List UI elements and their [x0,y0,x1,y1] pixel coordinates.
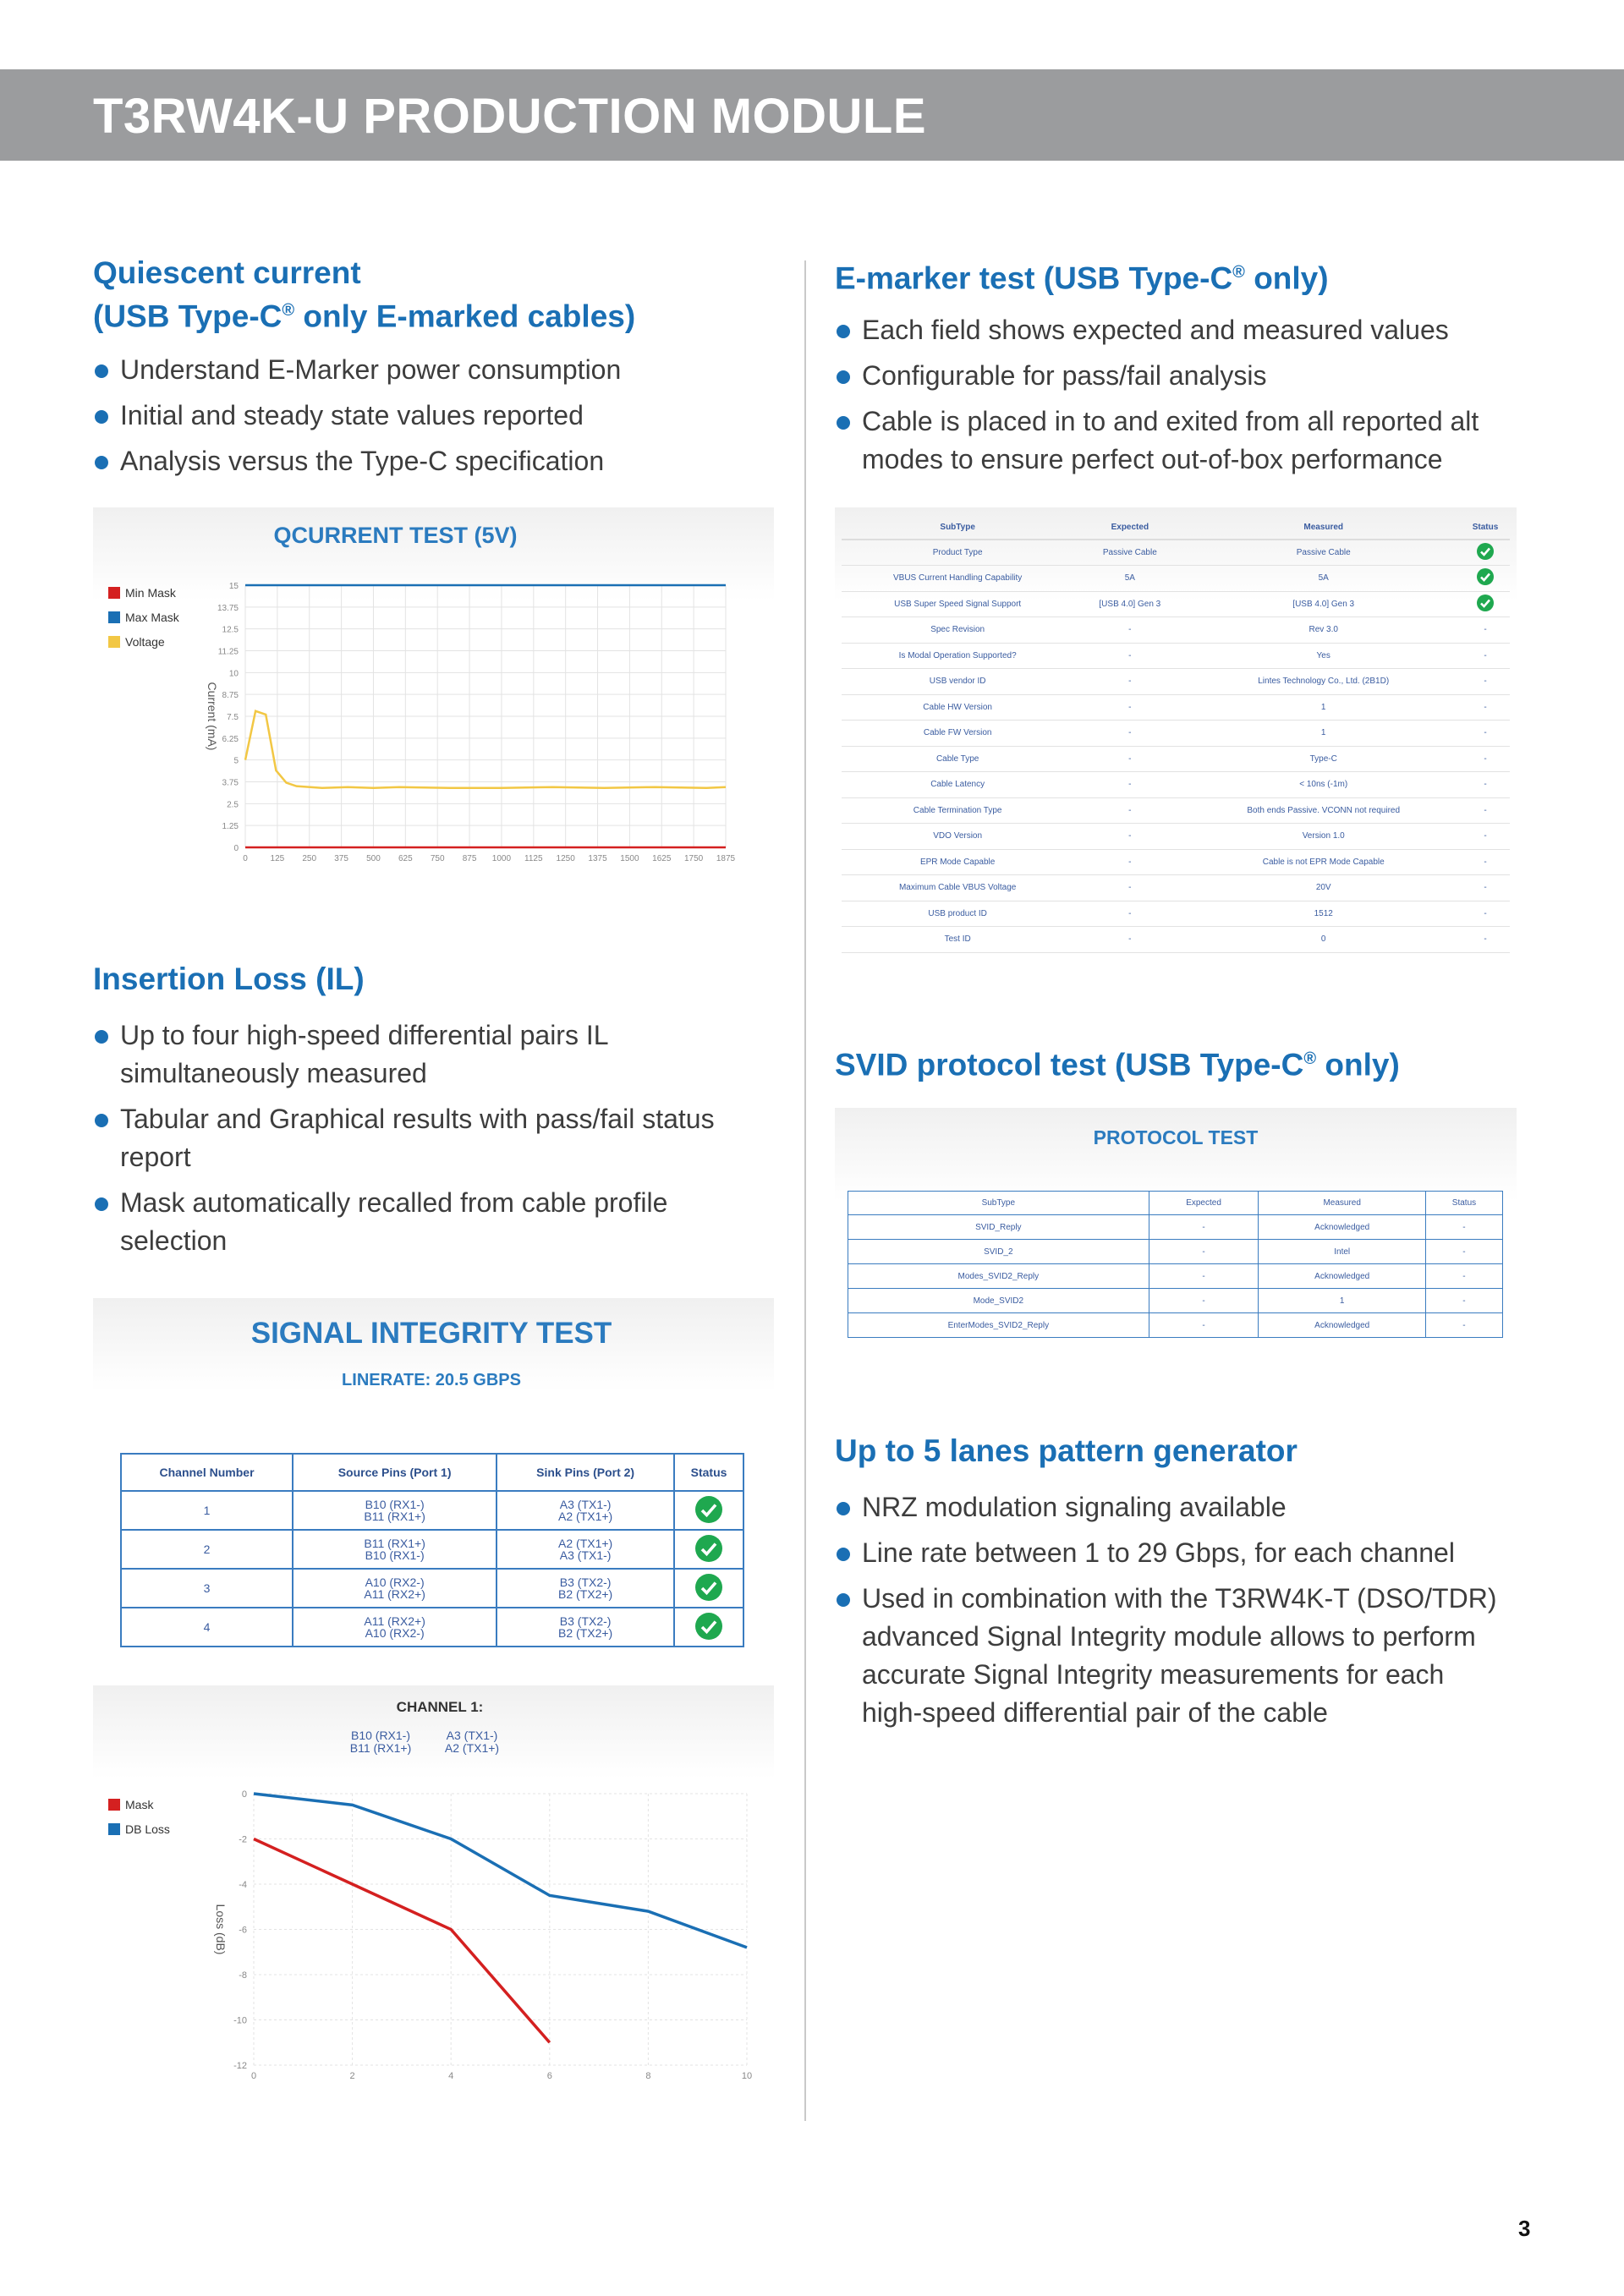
table-cell: - [1073,694,1186,721]
bullet-item: Analysis versus the Type-C specification [93,442,736,480]
table-cell: - [1073,824,1186,850]
quiescent-title-line2: (USB Type-C [93,299,283,334]
table-cell [497,1530,674,1569]
table-cell: 1 [1186,694,1461,721]
status-check-icon [674,1530,743,1569]
table-row [121,1491,743,1530]
table-cell: VBUS Current Handling Capability [842,566,1073,592]
x-tick-label: 1500 [620,854,639,863]
y-tick-label: -4 [239,1880,247,1890]
legend-label: DB Loss [125,1822,170,1836]
y-tick-label: 10 [228,669,239,679]
table-cell [293,1530,497,1569]
svid-table [848,1191,1503,1338]
table-cell: 1512 [1186,901,1461,927]
table-cell: - [1149,1240,1259,1264]
table-cell: - [1461,901,1510,927]
x-tick-label: 1375 [588,854,607,863]
column-divider [804,260,806,2121]
table-row [842,669,1510,695]
x-tick-label: 2 [349,2071,355,2081]
insertion-loss-chart [93,1685,774,2117]
pin-label: A10 (RX2-) [365,1575,425,1589]
table-cell: SVID_2 [848,1240,1149,1264]
table-cell: - [1073,875,1186,901]
table-cell: Cable is not EPR Mode Capable [1186,849,1461,875]
table-cell: USB product ID [842,901,1073,927]
table-cell [497,1491,674,1530]
pin-label: B10 (RX1-) [365,1498,425,1511]
table-cell: Version 1.0 [1186,824,1461,850]
table-cell: - [1461,669,1510,695]
channel-number: 3 [203,1581,211,1595]
pin-label: A11 (RX2+) [364,1587,425,1601]
table-cell: Passive Cable [1073,540,1186,566]
y-tick-label: 6.25 [222,734,239,744]
status-check-icon [674,1569,743,1608]
table-row [848,1264,1503,1289]
table-cell: Cable Latency [842,772,1073,798]
table-cell: Cable HW Version [842,694,1073,721]
emarker-bullets [835,311,1512,486]
x-tick-label: 375 [334,854,348,863]
status-check-icon [1461,540,1510,566]
bullet-item: Configurable for pass/fail analysis [835,357,1512,395]
y-tick-label: -10 [233,2015,247,2026]
table-cell: - [1149,1264,1259,1289]
emarker-title [835,254,1329,297]
table-cell [497,1569,674,1608]
pin-label: B3 (TX2-) [559,1575,612,1589]
table-cell: 1 [1259,1289,1426,1313]
column-header: Status [1425,1192,1502,1215]
y-tick-label: -8 [239,1970,247,1981]
series-line-voltage [245,711,726,788]
table-cell [121,1569,293,1608]
table-row [121,1569,743,1608]
table-cell: Mode_SVID2 [848,1289,1149,1313]
protocol-panel [835,1108,1517,1353]
status-check-icon [1461,591,1510,617]
y-axis-label: Current (mA) [206,682,219,751]
y-tick-label: 11.25 [217,647,239,657]
table-cell: Modes_SVID2_Reply [848,1264,1149,1289]
y-tick-label: 12.5 [222,625,239,635]
x-tick-label: 6 [546,2071,552,2081]
x-tick-label: 250 [302,854,317,863]
table-cell: 1 [1186,721,1461,747]
signal-table [120,1453,744,1647]
y-tick-label: 2.5 [227,800,239,810]
table-cell: - [1073,901,1186,927]
table-cell: - [1073,772,1186,798]
table-cell [293,1569,497,1608]
table-cell: - [1461,694,1510,721]
table-cell: - [1149,1215,1259,1240]
status-check-icon [674,1608,743,1647]
pin-label: B2 (TX2+) [558,1626,613,1640]
legend-label: Min Mask [125,586,176,600]
bullet-item: Tabular and Graphical results with pass/fail status report [93,1100,736,1176]
table-cell: Type-C [1186,746,1461,772]
table-cell: - [1073,669,1186,695]
table-row [842,746,1510,772]
table-cell: - [1073,849,1186,875]
pin-label: B3 (TX2-) [559,1614,612,1628]
table-cell: Passive Cable [1186,540,1461,566]
column-header: Measured [1259,1192,1426,1215]
channel-number: 2 [203,1543,211,1556]
pin-label: B2 (TX2+) [558,1587,613,1601]
y-tick-label: 13.75 [217,603,239,613]
signal-integrity-panel [93,1298,774,1662]
emarker-panel [835,507,1517,956]
x-tick-label: 0 [243,854,248,863]
table-cell: 5A [1186,566,1461,592]
x-tick-label: 1750 [684,854,704,863]
table-cell: EnterModes_SVID2_Reply [848,1313,1149,1338]
table-row [842,617,1510,644]
table-cell: Test ID [842,927,1073,953]
table-cell: - [1461,617,1510,644]
table-row [848,1289,1503,1313]
pin-label: A3 (TX1-) [559,1548,612,1562]
table-cell: - [1461,721,1510,747]
table-row [842,927,1510,953]
table-cell [121,1608,293,1647]
column-header: SubType [848,1192,1149,1215]
quiescent-title [93,254,635,335]
x-tick-label: 0 [250,2071,257,2081]
column-header: Sink Pins (Port 2) [497,1454,674,1491]
table-cell: - [1073,643,1186,669]
table-row [121,1608,743,1647]
pin-label: B10 (RX1-) [365,1548,425,1562]
table-row [842,797,1510,824]
x-tick-label: 1625 [652,854,672,863]
channel-number: 1 [203,1504,211,1517]
column-header: Source Pins (Port 1) [293,1454,497,1491]
bullet-item: Used in combination with the T3RW4K-T (DSO/TDR) advanced Signal Integrity module allows to perform accurate Signal Integrity measurements for each high-speed differential pair of the cable [835,1580,1512,1732]
channel-panel [93,1685,774,2117]
column-header: Expected [1073,516,1186,540]
table-cell: Rev 3.0 [1186,617,1461,644]
table-row [842,643,1510,669]
table-row [848,1215,1503,1240]
table-row [842,875,1510,901]
channel-number: 4 [203,1620,211,1634]
table-cell: - [1073,721,1186,747]
quiescent-title-line1: Quiescent current [93,255,361,290]
pin-label: A3 (TX1-) [559,1498,612,1511]
y-tick-label: 0 [233,844,239,853]
table-cell: - [1425,1289,1502,1313]
registered-mark: ® [282,301,295,320]
table-cell: Acknowledged [1259,1264,1426,1289]
pin-label: A2 (TX1+) [558,1510,613,1523]
svid-title [835,1040,1400,1083]
bullet-item: Up to four high-speed differential pairs IL simultaneously measured [93,1016,736,1093]
table-row [842,824,1510,850]
table-cell: Acknowledged [1259,1313,1426,1338]
y-tick-label: 3.75 [222,778,239,788]
x-tick-label: 1875 [716,854,736,863]
y-tick-label: -2 [239,1834,247,1845]
pin-label: B11 (RX1+) [364,1510,425,1523]
y-tick-label: 7.5 [227,713,239,722]
table-row [842,901,1510,927]
il-title: Insertion Loss (IL) [93,962,365,996]
bullet-item: Each field shows expected and measured values [835,311,1512,349]
table-cell: [USB 4.0] Gen 3 [1186,591,1461,617]
table-cell: - [1425,1313,1502,1338]
table-cell: - [1461,643,1510,669]
table-row [848,1313,1503,1338]
x-tick-label: 4 [448,2071,454,2081]
pattern-title: Up to 5 lanes pattern generator [835,1433,1298,1468]
x-tick-label: 1000 [491,854,512,863]
pin-label: B11 (RX1+) [364,1537,425,1550]
page-number: 3 [1518,2216,1531,2241]
table-cell: 5A [1073,566,1186,592]
table-cell: USB vendor ID [842,669,1073,695]
signal-panel-title: SIGNAL INTEGRITY TEST [250,1317,612,1350]
table-cell: Maximum Cable VBUS Voltage [842,875,1073,901]
pin-label: A2 (TX1+) [558,1537,613,1550]
table-row [842,772,1510,798]
table-cell: - [1073,927,1186,953]
table-cell: - [1461,797,1510,824]
table-cell: EPR Mode Capable [842,849,1073,875]
quiescent-bullets [93,351,736,488]
svid-title-rest: only) [1316,1047,1400,1082]
column-header: Channel Number [121,1454,293,1491]
bullet-item: Initial and steady state values reported [93,397,736,435]
y-tick-label: 1.25 [222,822,239,832]
table-row [848,1240,1503,1264]
table-cell: - [1461,746,1510,772]
il-bullets [93,1016,736,1268]
table-cell: Spec Revision [842,617,1073,644]
linerate-label: LINERATE: 20.5 GBPS [342,1371,521,1389]
table-row [842,849,1510,875]
channel-title: CHANNEL 1: [396,1699,484,1715]
table-cell: - [1461,875,1510,901]
qcurrent-panel [93,507,774,867]
x-tick-label: 1250 [556,854,575,863]
pin-label: A10 (RX2-) [365,1626,425,1640]
table-cell: Lintes Technology Co., Ltd. (2B1D) [1186,669,1461,695]
table-cell [293,1608,497,1647]
y-tick-label: 8.75 [222,691,239,701]
bullet-item: Line rate between 1 to 29 Gbps, for each channel [835,1534,1512,1572]
table-cell: - [1461,927,1510,953]
table-cell: Is Modal Operation Supported? [842,643,1073,669]
table-cell: Cable Type [842,746,1073,772]
qcurrent-chart [93,507,774,867]
table-cell: Acknowledged [1259,1215,1426,1240]
pin-label: A11 (RX2+) [364,1614,425,1628]
table-cell: Intel [1259,1240,1426,1264]
table-cell: USB Super Speed Signal Support [842,591,1073,617]
table-cell: Cable FW Version [842,721,1073,747]
table-cell: - [1425,1215,1502,1240]
bullet-item: Mask automatically recalled from cable profile selection [93,1184,736,1260]
table-row [842,694,1510,721]
table-cell [293,1491,497,1530]
table-cell: - [1425,1264,1502,1289]
emarker-table [842,516,1510,953]
y-tick-label: -12 [233,2061,247,2071]
table-cell: - [1149,1313,1259,1338]
bullet-item: Understand E-Marker power consumption [93,351,736,389]
x-tick-label: 8 [645,2071,651,2081]
table-cell [121,1530,293,1569]
table-cell: [USB 4.0] Gen 3 [1073,591,1186,617]
table-cell: Cable Termination Type [842,797,1073,824]
x-tick-label: 10 [741,2071,753,2081]
table-row [842,540,1510,566]
table-cell: - [1149,1289,1259,1313]
table-row [842,566,1510,592]
table-cell: - [1461,849,1510,875]
bullet-item: Cable is placed in to and exited from all reported alt modes to ensure perfect out-of-box performance [835,403,1512,479]
emarker-title-rest: only) [1244,260,1329,296]
x-tick-label: 625 [398,854,413,863]
table-cell: VDO Version [842,824,1073,850]
x-tick-label: 500 [366,854,381,863]
pin-label: A3 (TX1-) [446,1729,498,1742]
bullet-item: NRZ modulation signaling available [835,1488,1512,1526]
quiescent-title-line2-rest: only E-marked cables) [294,299,636,334]
table-cell: - [1461,824,1510,850]
legend-label: Voltage [125,635,165,649]
table-cell: 0 [1186,927,1461,953]
table-row [121,1530,743,1569]
table-cell [497,1608,674,1647]
status-check-icon [1461,566,1510,592]
table-cell: Yes [1186,643,1461,669]
table-cell: - [1425,1240,1502,1264]
column-header: Expected [1149,1192,1259,1215]
table-row [842,721,1510,747]
x-tick-label: 875 [462,854,477,863]
header-banner [0,69,1624,161]
table-cell: - [1073,746,1186,772]
column-header: SubType [842,516,1073,540]
table-cell: Product Type [842,540,1073,566]
legend-label: Mask [125,1798,154,1811]
pin-label: A2 (TX1+) [444,1741,500,1755]
page-title: T3RW4K-U PRODUCTION MODULE [93,89,927,144]
table-cell: SVID_Reply [848,1215,1149,1240]
table-cell: - [1073,617,1186,644]
column-header: Status [1461,516,1510,540]
table-row [842,591,1510,617]
registered-mark: ® [1303,1049,1317,1068]
table-cell: - [1073,797,1186,824]
qcurrent-chart-title: QCURRENT TEST (5V) [273,523,518,548]
series-line-db-loss [254,1794,747,1948]
y-tick-label: 15 [228,582,239,591]
table-cell: Both ends Passive. VCONN not required [1186,797,1461,824]
table-cell: - [1461,772,1510,798]
column-header: Measured [1186,516,1461,540]
y-tick-label: 0 [241,1789,247,1800]
y-tick-label: 5 [233,756,239,766]
svid-title-text: SVID protocol test (USB Type-C [835,1047,1304,1082]
pin-label: B10 (RX1-) [350,1729,411,1742]
protocol-panel-title: PROTOCOL TEST [1093,1126,1259,1148]
table-cell: 20V [1186,875,1461,901]
emarker-title-text: E-marker test (USB Type-C [835,260,1233,296]
y-axis-label: Loss (dB) [214,1904,228,1955]
table-cell [121,1491,293,1530]
x-tick-label: 125 [270,854,285,863]
legend-label: Max Mask [125,611,179,624]
y-tick-label: -6 [239,1925,247,1936]
status-check-icon [674,1491,743,1530]
registered-mark: ® [1232,263,1245,282]
pin-label: B11 (RX1+) [349,1741,412,1755]
x-tick-label: 750 [430,854,445,863]
x-tick-label: 1125 [524,854,543,863]
column-header: Status [674,1454,743,1491]
pattern-bullets [835,1488,1512,1740]
table-cell: < 10ns (-1m) [1186,772,1461,798]
